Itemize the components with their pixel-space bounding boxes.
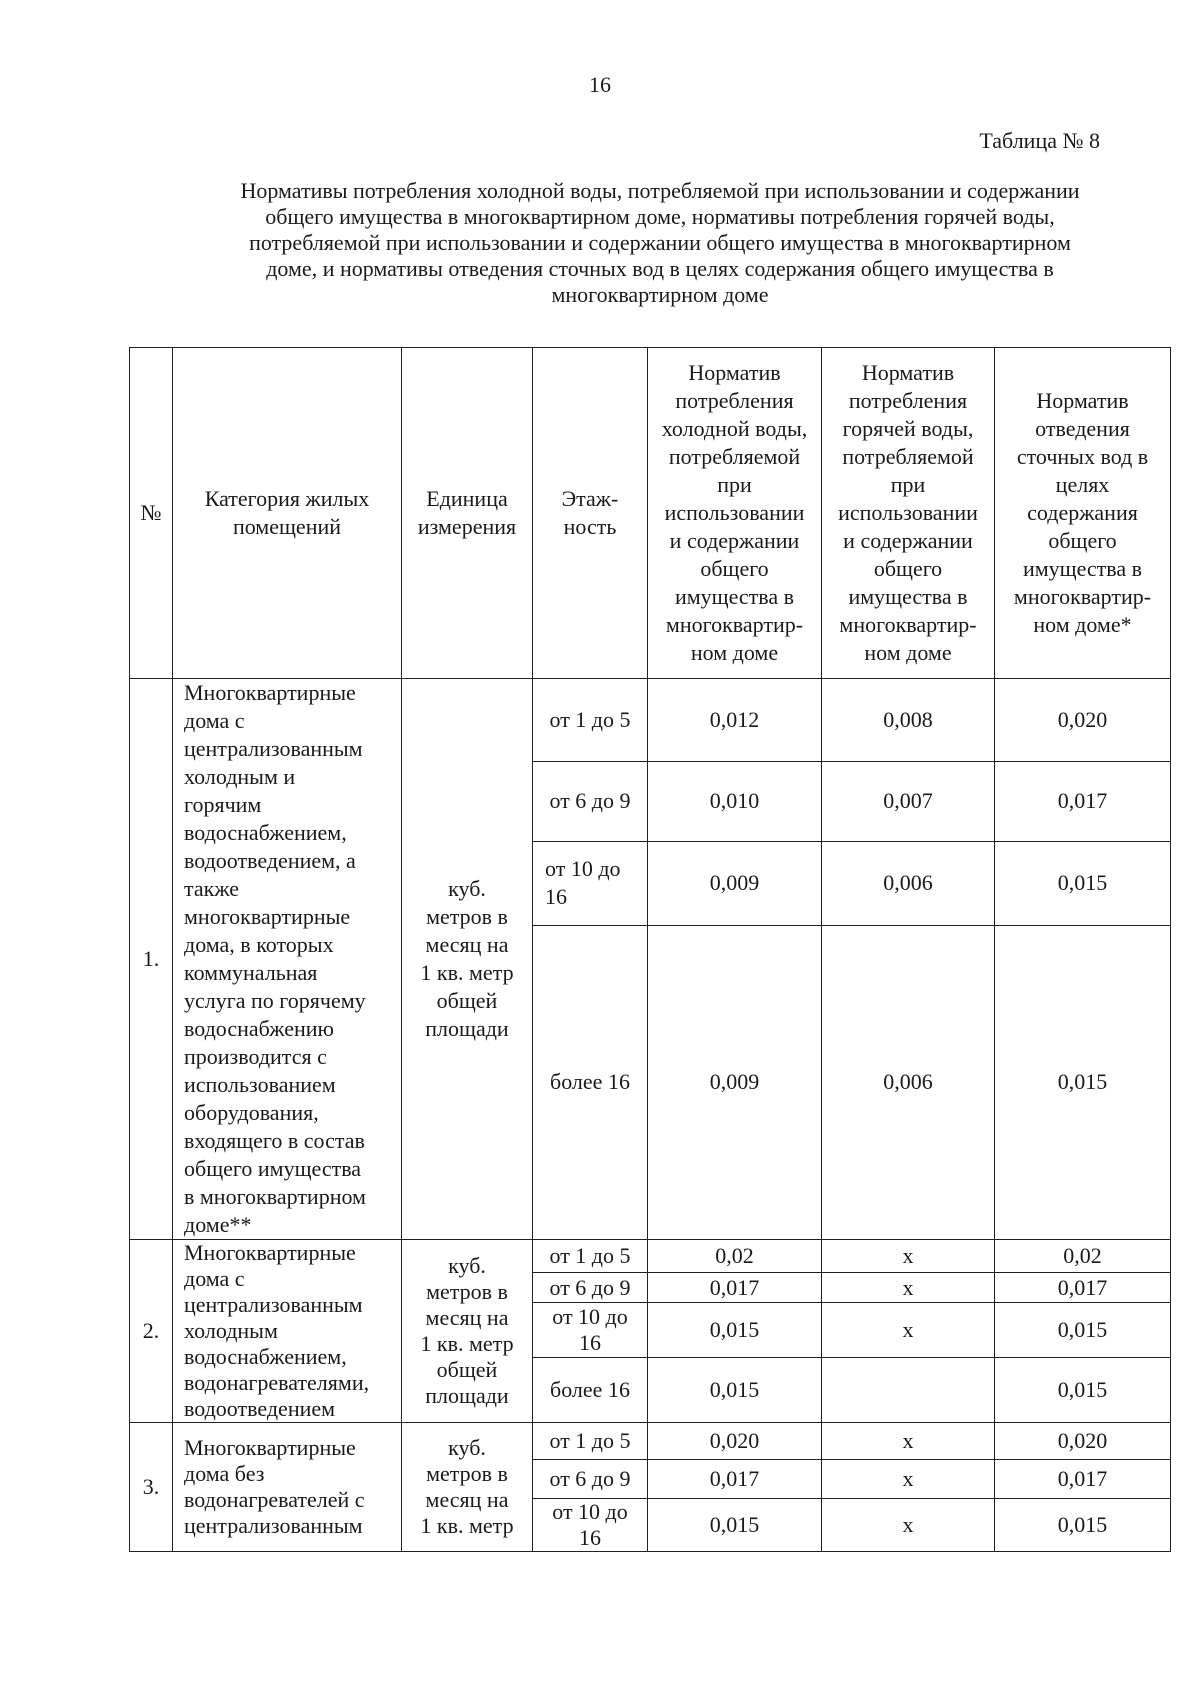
cell-line: услуга по горячему [184,988,366,1013]
cell-line: водоснабжением, [184,1344,347,1369]
cell-line: использованием [184,1072,336,1097]
title-line: многоквартирном доме [551,282,769,307]
hot-water-value: 0,006 [822,925,995,1239]
floors-cell [533,1357,648,1422]
cell-line: Единица [426,486,508,511]
table-row [130,1423,1171,1460]
cell-line: Многоквартирные [184,1240,356,1265]
cell-line: от 10 до [552,1303,628,1329]
cell-line: горячим [184,792,262,817]
floors-cell [533,679,648,762]
cell-line: в многоквартирном [184,1184,366,1209]
cell-line: и содержании [843,528,973,553]
cell-line: куб. [448,876,486,901]
cell-line: ном доме [690,640,779,665]
cold-water-value: 0,017 [648,1460,822,1499]
cell-line: имущества в [674,584,795,609]
hot-water-value: 0,008 [822,679,995,762]
hot-water-value: x [822,1240,995,1273]
cold-water-value: 0,015 [648,1357,822,1422]
hot-water-value [822,1357,995,1422]
category-cell [173,1240,402,1423]
sewage-value: 0,015 [995,925,1171,1239]
cell-line: 16 [579,1329,601,1355]
cell-line: ном доме* [1033,612,1132,637]
cell-line: Этаж- [561,486,619,511]
cell-line: содержания [1027,500,1138,525]
cell-line: многоквартир- [665,612,804,637]
cell-line: куб. [448,1435,486,1460]
cell-line: от 10 до [552,1499,628,1524]
norms-table [129,347,1171,1552]
table-row [130,1240,1171,1273]
cell-line: общего имущества [184,1156,362,1181]
cell-line: от 6 до 9 [549,1274,631,1300]
title-line: общего имущества в многоквартирном доме, нормативы потребления горячей воды, [265,204,1055,229]
table-body [130,679,1171,1552]
title-line: Нормативы потребления холодной воды, потребляемой при использовании и содержании [240,178,1080,203]
cell-line: горячей воды, [842,416,974,441]
cell-line: дома с [184,1266,245,1291]
sewage-value: 0,015 [995,1303,1171,1357]
cell-line: отведения [1035,416,1130,441]
cell-line: общего [873,556,943,581]
sewage-value: 0,017 [995,1272,1171,1303]
cell-line: более 16 [550,1376,630,1402]
cell-line: производится с [184,1044,327,1069]
cell-line: водоотведением, а [184,848,356,873]
cell-line: Категория жилых [204,486,370,511]
cell-line: месяц на [425,1305,509,1330]
cell-line: использовании [664,500,805,525]
cell-line: площади [425,1383,509,1408]
cell-line: от 6 до 9 [549,788,631,814]
hot-water-value: 0,006 [822,841,995,925]
cell-line: также [184,876,240,901]
cell-line: водонагревателей с [184,1487,365,1512]
hot-water-value: x [822,1423,995,1460]
unit-cell [402,1423,533,1552]
header-hot-water-norm [822,348,995,679]
sewage-value: 0,020 [995,679,1171,762]
floors-cell [533,1240,648,1273]
title-line: потребляемой при использовании и содержании общего имущества в многоквартирном [249,230,1071,255]
cell-line: Многоквартирные [184,680,356,705]
cell-line: многоквартирные [184,904,351,929]
sewage-value: 0,017 [995,761,1171,841]
cell-line: сточных вод в [1016,444,1149,469]
cold-water-value: 0,017 [648,1272,822,1303]
cell-line: от 1 до 5 [549,1242,631,1268]
header-row [130,348,1171,679]
table-row [130,679,1171,762]
cell-line: от 1 до 5 [549,706,631,732]
cell-line: водоотведением [184,1396,336,1421]
cell-line: дома, в которых [184,932,334,957]
cell-line: целях [1055,472,1110,497]
cell-line: месяц на [425,1487,509,1512]
cell-line: 16 [579,1525,601,1550]
cell-line: имущества в [1022,556,1143,581]
cell-line: Многоквартирные [184,1435,356,1460]
cell-line: при [890,472,926,497]
cell-line: при [717,472,752,497]
cell-line: общего [700,556,769,581]
cell-line: метров в [426,1279,508,1304]
document-title [180,178,1140,308]
cell-line: централизованным [184,736,363,761]
cell-line: коммунальная [184,960,318,985]
row-number: 3. [130,1423,173,1552]
sewage-value: 0,015 [995,1499,1171,1552]
cell-line: входящего в состав [184,1128,365,1153]
sewage-value: 0,02 [995,1240,1171,1273]
header-floors [533,348,648,679]
hot-water-value: x [822,1460,995,1499]
hot-water-value: 0,007 [822,761,995,841]
sewage-value: 0,017 [995,1460,1171,1499]
cell-line: водоснабжению [184,1016,334,1041]
floors-cell [533,761,648,841]
title-line: доме, и нормативы отведения сточных вод в целях содержания общего имущества в [266,256,1054,281]
sewage-value: 0,015 [995,1357,1171,1422]
cell-line: централизованным [184,1513,363,1538]
unit-cell [402,679,533,1240]
cold-water-value: 0,010 [648,761,822,841]
cell-line: централизованным [184,1292,363,1317]
cell-line: 1 кв. метр [420,960,514,985]
floors-cell [533,1423,648,1460]
page-number: 16 [589,72,611,97]
hot-water-value: x [822,1499,995,1552]
floors-cell [533,1460,648,1499]
cell-line: водонагревателями, [184,1370,370,1395]
cell-line: метров в [426,904,508,929]
cell-line: более 16 [550,1069,630,1095]
cell-line: куб. [448,1253,486,1278]
cell-line: ном доме [864,640,952,665]
cell-line: водоснабжением, [184,820,347,845]
cold-water-value: 0,02 [648,1240,822,1273]
cell-line: 16 [545,884,567,910]
cell-line: доме** [184,1212,252,1237]
cell-line: общей [436,1357,498,1382]
cold-water-value: 0,015 [648,1303,822,1357]
cell-line: Норматив [861,360,955,385]
cell-line: холодной воды, [661,416,808,441]
cell-line: № [140,500,162,525]
cell-line: площади [425,1016,509,1041]
cell-line: потребляемой [842,444,974,469]
cell-line: Норматив [688,360,781,385]
table-caption: Таблица № 8 [979,128,1100,153]
floors-cell [533,1303,648,1357]
row-number: 1. [130,679,173,1240]
category-cell [173,1423,402,1552]
floors-cell [533,841,648,925]
unit-cell [402,1240,533,1423]
cell-line: общего [1048,528,1117,553]
cell-line: 1 кв. метр [420,1513,514,1538]
cell-line: 1 кв. метр [420,1331,514,1356]
sewage-value: 0,015 [995,841,1171,925]
cell-line: от 10 до [545,856,621,882]
header-num [130,348,173,679]
cell-line: многоквартир- [839,612,977,637]
cell-line: холодным и [184,764,296,789]
cell-line: общей [436,988,498,1013]
cell-line: использовании [838,500,978,525]
hot-water-value: x [822,1303,995,1357]
category-cell [173,679,402,1240]
cell-line: Норматив [1036,388,1129,413]
row-number: 2. [130,1240,173,1423]
header-cold-water-norm [648,348,822,679]
cold-water-value: 0,012 [648,679,822,762]
floors-cell [533,1499,648,1552]
floors-cell [533,925,648,1239]
cell-line: метров в [426,1461,508,1486]
hot-water-value: x [822,1272,995,1303]
header-category [173,348,402,679]
header-sewage-norm [995,348,1171,679]
cell-line: от 1 до 5 [549,1428,631,1453]
sewage-value: 0,020 [995,1423,1171,1460]
cell-line: дома без [184,1461,265,1486]
cell-line: потребления [848,388,968,413]
cell-line: оборудования, [184,1100,319,1125]
cold-water-value: 0,009 [648,841,822,925]
cell-line: многоквартир- [1013,584,1152,609]
floors-cell [533,1272,648,1303]
cell-line: холодным [184,1318,278,1343]
cell-line: измерения [417,514,517,539]
cell-line: дома с [184,708,245,733]
header-unit [402,348,533,679]
cell-line: ность [563,514,617,539]
cell-line: месяц на [425,932,509,957]
cell-line: и содержании [669,528,800,553]
cell-line: помещений [232,514,342,539]
cold-water-value: 0,015 [648,1499,822,1552]
cold-water-value: 0,009 [648,925,822,1239]
cell-line: потребляемой [668,444,801,469]
cell-line: потребления [675,388,794,413]
cold-water-value: 0,020 [648,1423,822,1460]
cell-line: имущества в [848,584,968,609]
cell-line: от 6 до 9 [549,1466,631,1491]
